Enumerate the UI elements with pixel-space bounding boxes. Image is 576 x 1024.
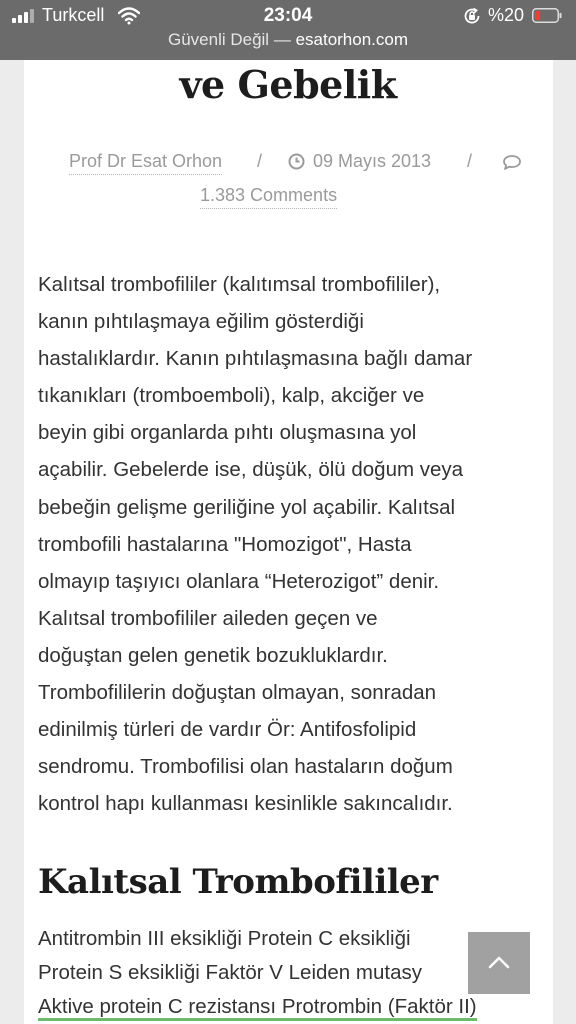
author-link[interactable]: Prof Dr Esat Orhon <box>69 151 222 175</box>
paragraph-line: Kalıtsal trombofililer (kalıtımsal trombofililer), <box>38 273 441 296</box>
chevron-up-icon <box>487 954 511 970</box>
clock-icon <box>288 153 305 170</box>
address-bar[interactable] <box>0 30 576 54</box>
browser-top-bar <box>0 0 576 60</box>
article-paragraph <box>38 266 543 822</box>
paragraph-line: doğuştan gelen genetik bozukluklardır. <box>38 643 388 667</box>
paragraph-line: tıkanıkları (tromboemboli), kalp, akciğer ve <box>38 384 425 408</box>
paragraph-line: bebeğin gelişme geriliğine yol açabilir. Kalıtsal <box>38 495 456 519</box>
site-domain: esatorhon.com <box>295 30 409 49</box>
paragraph-line: kontrol hapı kullanması kesinlikle sakıncalıdır. <box>38 792 453 816</box>
meta-separator: / <box>467 151 473 171</box>
paragraph-line: kanın pıhtılaşmaya eğilim gösterdiği <box>38 310 364 334</box>
scroll-to-top-button[interactable] <box>468 932 530 994</box>
security-label: Güvenli Değil <box>167 30 270 49</box>
page-title: ve Gebelik <box>179 62 397 107</box>
list-line: Antitrombin III eksikliği Protein C eksikliği <box>38 927 411 950</box>
paragraph-line: Kalıtsal trombofililer aileden geçen ve <box>38 606 378 630</box>
paragraph-line: trombofili hastalarına "Homozigot", Hasta <box>38 532 412 556</box>
status-time: 23:04 <box>263 5 313 26</box>
paragraph-line: olmayıp taşıyıcı olanlara “Heterozigot” denir. <box>38 569 440 593</box>
comments-link[interactable]: 1.383 Comments <box>200 185 337 209</box>
comment-bubble-icon[interactable] <box>502 154 522 171</box>
paragraph-line: edinilmiş türleri de vardır Ör: Antifosfolipid <box>38 718 417 742</box>
carrier-name: Turkcell <box>42 5 105 25</box>
list-line: Protein S eksikliği Faktör V Leiden mutasy <box>38 961 422 984</box>
paragraph-line: Trombofililerin doğuştan olmayan, sonradan <box>38 681 437 705</box>
paragraph-line: açabilir. Gebelerde ise, düşük, ölü doğum veya <box>38 458 464 482</box>
rotation-lock-icon <box>463 7 481 25</box>
list-line-link[interactable]: Aktive protein C rezistansı Protrombin (Faktör II) <box>38 995 477 1021</box>
paragraph-line: sendromu. Trombofilisi olan hastaların doğum <box>38 755 453 779</box>
battery-icon <box>532 8 562 23</box>
battery-percent: %20 <box>488 5 525 25</box>
paragraph-line: hastalıklardır. Kanın pıhtılaşmasına bağlı damar <box>38 347 473 371</box>
paragraph-line: beyin gibi organlarda pıhtı oluşmasına yol <box>38 421 417 445</box>
post-date: 09 Mayıs 2013 <box>313 151 432 171</box>
meta-separator: / <box>257 151 263 171</box>
status-bar <box>0 0 576 32</box>
url-separator: — <box>273 30 291 49</box>
section-heading: Kalıtsal Trombofililer <box>38 862 438 902</box>
